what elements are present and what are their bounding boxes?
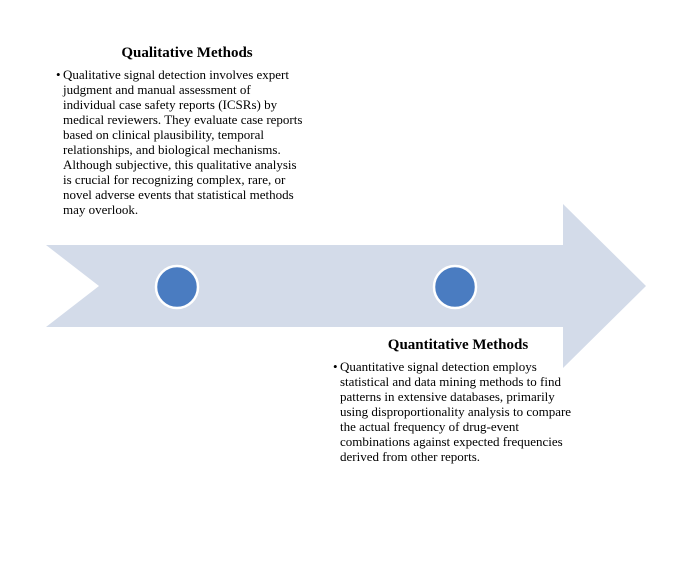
quantitative-title: Quantitative Methods xyxy=(387,337,529,353)
quantitative-bullet-marker: • xyxy=(333,359,338,374)
timeline-node-qualitative xyxy=(156,266,198,308)
quantitative-bullet-item xyxy=(333,359,583,464)
qualitative-section xyxy=(56,45,306,217)
qualitative-description: Qualitative signal detection involves expert judgment and manual assessment of individual case safety reports (ICSRs) by medical reviewers. They evaluate case reports based on clinical plausibility, temporal relationships, and biological mechanisms. Although subjective, this qualitative analysis is crucial for recognizing complex, rare, or novel adverse events that statistical methods may overlook. xyxy=(63,67,303,217)
quantitative-section xyxy=(333,337,583,464)
qualitative-title: Qualitative Methods xyxy=(121,45,253,61)
qualitative-bullet-item xyxy=(56,67,306,217)
quantitative-description: Quantitative signal detection employs statistical and data mining methods to find patterns in extensive databases, primarily using disproportionality analysis to compare the actual frequency of drug-event combinations against expected frequencies derived from other reports. xyxy=(340,359,572,464)
qualitative-bullet-marker: • xyxy=(56,67,61,82)
timeline-node-quantitative xyxy=(434,266,476,308)
